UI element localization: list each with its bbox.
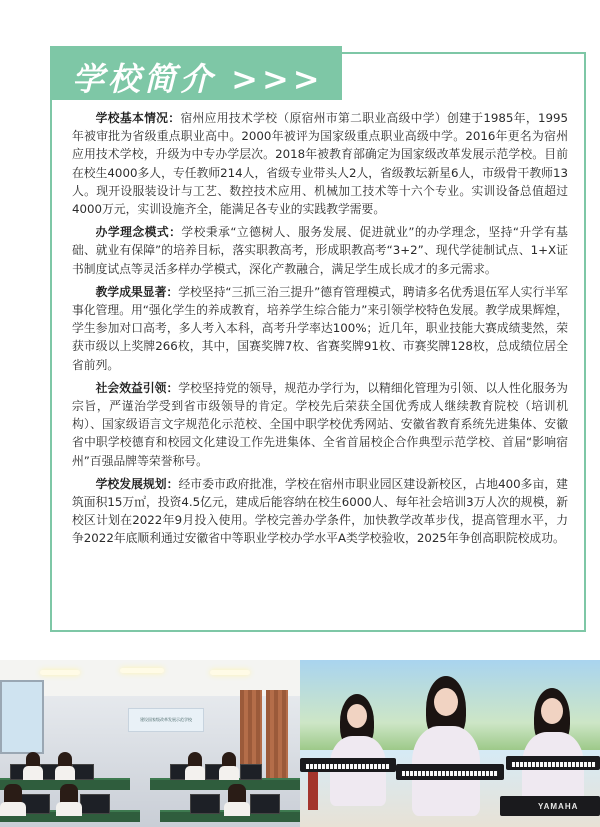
paragraph-text: 经市委市政府批准，学校在宿州市职业园区建设新校区，占地400多亩，建筑面积15万㎡，投资4.5亿元，建成后能容纳在校生6000人、每年社会培训3万人次的规模，新校区计划在2022年9月投入使用。学校完善办学条件，加快教学改革步伐，提高管理水平，力争2022年底顺利通过安徽省中等职业学校办学水平A类学校验收，2025年争创高职院校成功。 <box>72 476 568 546</box>
student-shirt <box>219 766 239 780</box>
student-shirt <box>185 766 205 780</box>
music-class-photo <box>300 660 600 827</box>
student-shirt <box>56 802 82 816</box>
computer-monitor <box>72 764 94 780</box>
paragraph-text: 宿州应用技术学校（原宿州市第二职业高级中学）创建于1985年，1995年被审批为省级重点职业高中。2000年被评为国家级重点职业高级中学。2016年更名为宿州应用技术学校，升级为中专办学层次。2018年被教育部确定为国家级改革发展示范学校。目前在校生4000多人，专任教师214人，省级专业带头人2人，省级教坛新星6人，市级骨干教师13人。现开设服装设计与工艺、数控技术应用、机械加工技术等十六个专业。实训设备总值超过4000万元，实训设施齐全，能满足各专业的实践教学需要。 <box>72 111 568 217</box>
paragraph-text: 学校坚持党的领导，规范办学行为，以精细化管理为引领、以人性化服务为宗旨，严谨治学受到省市级领导的肯定。学校先后荣获全国优秀成人继续教育院校（培训机构）、国家级语言文字规范化示范校、全国中职学校优秀网站、安徽省教育系统先进集体、安徽省中职学校德育和校园文化建设工作先进集体、全省首届校企合作典型示范学校、首届“影响宿州”百强品牌等荣誉称号。 <box>72 380 568 468</box>
student-shirt <box>0 802 26 816</box>
paragraph-social-benefit <box>72 379 568 470</box>
paragraph-heading: 社会效益引领： <box>95 380 179 395</box>
ceiling <box>0 660 310 696</box>
paragraph-basic-info <box>72 109 568 218</box>
paragraph-heading: 学校发展规划： <box>95 476 179 491</box>
performer-face <box>347 704 367 728</box>
paragraph-heading: 学校基本情况： <box>95 111 181 125</box>
keyboard-keys <box>306 764 390 769</box>
keyboard-stand <box>308 770 318 810</box>
wall-banner <box>128 708 204 732</box>
curtain <box>266 690 288 785</box>
ceiling-light <box>120 668 164 673</box>
photo-strip <box>0 660 600 827</box>
yamaha-logo: YAMAHA <box>538 802 579 811</box>
keyboard-keys <box>402 771 498 776</box>
window <box>0 680 44 754</box>
computer-monitor <box>240 764 262 780</box>
paragraph-heading: 办学理念模式： <box>95 225 182 240</box>
ceiling-light <box>40 670 80 675</box>
keyboard-keys <box>512 762 596 767</box>
performer-face <box>541 698 563 724</box>
computer-monitor <box>80 794 110 814</box>
section-title-banner <box>50 46 342 100</box>
paragraph-achievements <box>72 283 568 374</box>
student-shirt <box>55 766 75 780</box>
paragraph-philosophy <box>72 223 568 278</box>
student-shirt <box>23 766 43 780</box>
wall-banner-text: 建设国家级改革发展示范学校 <box>140 717 192 722</box>
computer-monitor <box>250 794 280 814</box>
student-shirt <box>224 802 250 816</box>
performer-face <box>434 688 458 716</box>
paragraph-development-plan <box>72 475 568 548</box>
paragraph-heading: 教学成果显著： <box>95 284 179 299</box>
ceiling-light <box>210 670 250 675</box>
paragraph-text: 学校秉承“立德树人、服务发展、促进就业”的办学理念，坚持“升学有基础、就业有保障”的培养目标，落实职教高考，形成职教高考“3+2”、现代学徒制试点、1+X证书制度试点等灵活多样办学模式，深化产教融合，满足学生成长成才的多元需求。 <box>72 225 568 276</box>
computer-lab-photo <box>0 660 310 827</box>
computer-monitor <box>190 794 220 814</box>
section-title: 学校简介 >>> <box>72 60 324 98</box>
paragraph-text: 学校坚持“三抓三治三提升”德育管理模式，聘请多名优秀退伍军人实行半军事化管理。用“强化学生的养成教育，培养学生综合能力”来引领学校特色发展。教学成果辉煌，学生参加对口高考，多人考入本科，高考升学率达100%；近几年，职业技能大赛成绩斐然，荣获市级以上奖牌266枚，其中，国赛奖牌7枚、省赛奖牌91枚、市赛奖牌128枚，总成绩位居全省前列。 <box>72 284 568 372</box>
intro-content <box>72 109 568 553</box>
